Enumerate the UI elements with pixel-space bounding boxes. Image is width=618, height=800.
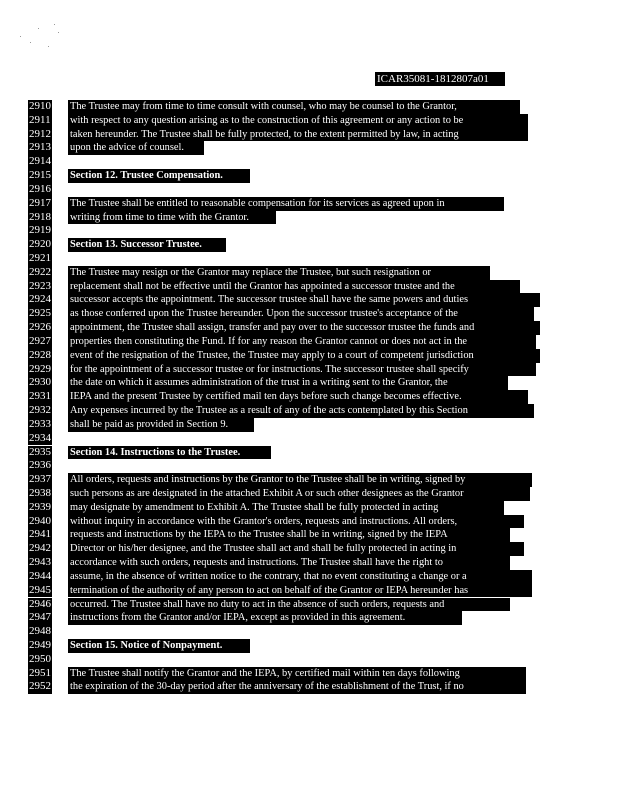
section-heading: Section 15. Notice of Nonpayment. [68, 639, 250, 653]
line-text: accordance with such orders, requests and instructions. The Trustee shall have the right to [68, 556, 510, 570]
line-text: termination of the authority of any person to act on behalf of the Grantor or IEPA hereunder has [68, 584, 532, 598]
section-heading: Section 12. Trustee Compensation. [68, 169, 250, 183]
scan-specks [18, 22, 63, 52]
line-text: appointment, the Trustee shall assign, transfer and pay over to the successor trustee the funds and [68, 321, 540, 335]
line-number: 2920 [29, 238, 51, 251]
line-text: Director or his/her designee, and the Trustee shall act and shall be fully protected in acting in [68, 542, 524, 556]
line-number: 2929 [29, 362, 51, 375]
line-text: instructions from the Grantor and/or IEPA, except as provided in this agreement. [68, 611, 462, 625]
line-text: with respect to any question arising as to the construction of this agreement or any action to be [68, 114, 528, 128]
line-number: 2935 [29, 445, 51, 458]
line-number: 2914 [29, 155, 51, 168]
line-text: successor accepts the appointment. The successor trustee shall have the same powers and duties [68, 293, 540, 307]
line-number: 2933 [29, 417, 51, 430]
line-number: 2946 [29, 597, 51, 610]
line-text: replacement shall not be effective until the Grantor has appointed a successor trustee and the [68, 280, 520, 294]
line-text: event of the resignation of the Trustee, the Trustee may apply to a court of competent jurisdiction [68, 349, 540, 363]
line-text: for the appointment of a successor trustee or for instructions. The successor trustee shall specify [68, 363, 536, 377]
line-number: 2917 [29, 196, 51, 209]
section-heading: Section 13. Successor Trustee. [68, 238, 226, 252]
line-text: The Trustee shall be entitled to reasonable compensation for its services as agreed upon in [68, 197, 504, 211]
line-number: 2915 [29, 169, 51, 182]
line-number: 2932 [29, 404, 51, 417]
line-number: 2934 [29, 431, 51, 444]
line-text: without inquiry in accordance with the Grantor's orders, requests and instructions. All orders, [68, 515, 524, 529]
line-text: such persons as are designated in the attached Exhibit A or such other designees as the Grantor [68, 487, 530, 501]
line-number: 2947 [29, 611, 51, 624]
line-text: assume, in the absence of written notice to the contrary, that no event constituting a change or a [68, 570, 532, 584]
line-number: 2919 [29, 224, 51, 237]
line-number: 2930 [29, 376, 51, 389]
line-number: 2948 [29, 625, 51, 638]
line-text: The Trustee may from time to time consult with counsel, who may be counsel to the Grantor, [68, 100, 520, 114]
line-number: 2928 [29, 348, 51, 361]
line-text: upon the advice of counsel. [68, 141, 204, 155]
line-text: may designate by amendment to Exhibit A. The Trustee shall be fully protected in acting [68, 501, 504, 515]
line-number: 2938 [29, 486, 51, 499]
line-text: the expiration of the 30-day period after the anniversary of the establishment of the Trust, if no [68, 680, 526, 694]
line-number: 2931 [29, 390, 51, 403]
line-number: 2936 [29, 459, 51, 472]
line-number: 2922 [29, 265, 51, 278]
line-text: requests and instructions by the IEPA to the Trustee shall be in writing, signed by the IEPA [68, 528, 510, 542]
line-number: 2941 [29, 528, 51, 541]
line-text: occurred. The Trustee shall have no duty to act in the absence of such orders, requests and [68, 598, 510, 612]
line-text: shall be paid as provided in Section 9. [68, 418, 254, 432]
line-number: 2925 [29, 307, 51, 320]
section-heading: Section 14. Instructions to the Trustee. [68, 446, 271, 460]
line-number: 2943 [29, 556, 51, 569]
line-number: 2927 [29, 334, 51, 347]
line-number: 2918 [29, 210, 51, 223]
line-text: the date on which it assumes administration of the trust in a writing sent to the Grantor, the [68, 376, 508, 390]
line-text: All orders, requests and instructions by the Grantor to the Trustee shall be in writing, signed by [68, 473, 532, 487]
line-number: 2944 [29, 569, 51, 582]
line-number: 2952 [29, 680, 51, 693]
line-number: 2950 [29, 652, 51, 665]
line-text: as those conferred upon the Trustee hereunder. Upon the successor trustee's acceptance of the [68, 307, 534, 321]
line-number: 2945 [29, 583, 51, 596]
line-number: 2923 [29, 279, 51, 292]
line-number: 2913 [29, 141, 51, 154]
line-number: 2951 [29, 666, 51, 679]
document-id: ICAR35081-1812807a01 [375, 72, 505, 86]
line-number: 2937 [29, 473, 51, 486]
line-number: 2911 [29, 113, 51, 126]
line-text: writing from time to time with the Grantor. [68, 211, 276, 225]
line-number: 2942 [29, 542, 51, 555]
line-text: IEPA and the present Trustee by certified mail ten days before such change becomes effective. [68, 390, 528, 404]
line-number: 2924 [29, 293, 51, 306]
line-number: 2939 [29, 500, 51, 513]
line-number: 2949 [29, 638, 51, 651]
line-number: 2916 [29, 182, 51, 195]
line-text: The Trustee may resign or the Grantor may replace the Trustee, but such resignation or [68, 266, 490, 280]
line-text: The Trustee shall notify the Grantor and the IEPA, by certified mail within ten days following [68, 667, 526, 681]
line-text: taken hereunder. The Trustee shall be fully protected, to the extent permitted by law, in acting [68, 128, 528, 142]
line-number: 2921 [29, 252, 51, 265]
line-text: Any expenses incurred by the Trustee as a result of any of the acts contemplated by this Section [68, 404, 534, 418]
line-number: 2926 [29, 321, 51, 334]
line-number: 2910 [29, 100, 51, 112]
line-number: 2912 [29, 127, 51, 140]
line-text: properties then constituting the Fund. If for any reason the Grantor cannot or does not act in the [68, 335, 536, 349]
line-number: 2940 [29, 514, 51, 527]
